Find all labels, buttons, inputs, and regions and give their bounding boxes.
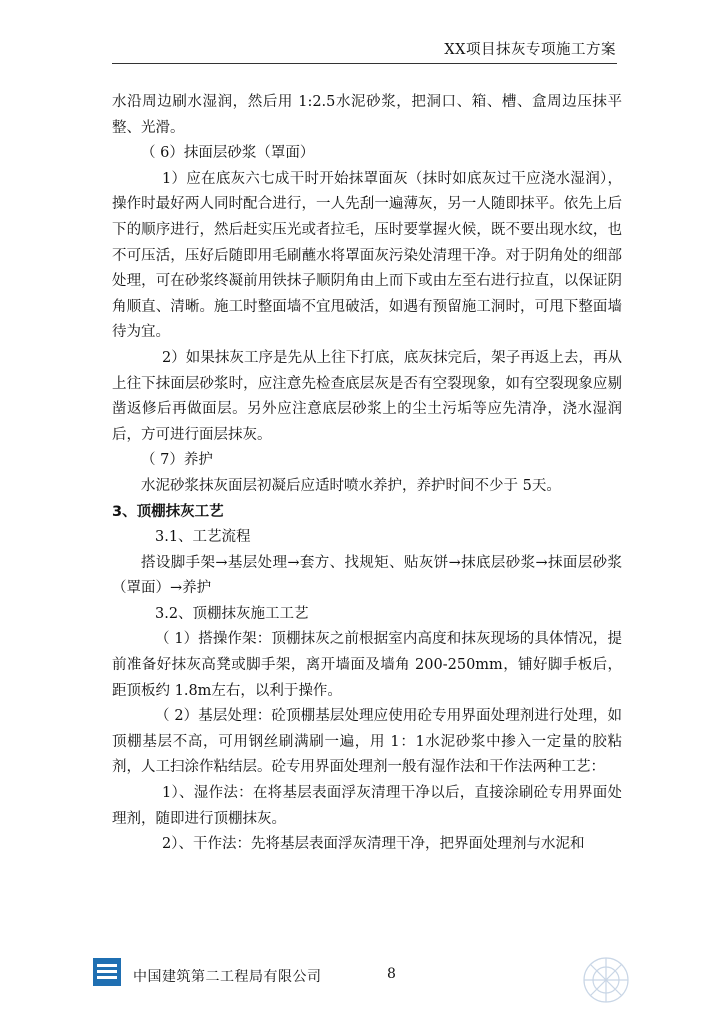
paragraph: 2）如果抹灰工序是先从上往下打底，底灰抹完后，架子再返上去，再从上往下抹面层砂浆时，应注意先检查底层灰是否有空裂现象，如有空裂现象应剔凿返修后再做面层。另外应注意底层砂浆上的尘土污垢等应先清净，浇水湿润后，方可进行面层抹灰。 bbox=[112, 349, 622, 443]
paragraph: 3.2、顶棚抹灰施工工艺 bbox=[155, 605, 309, 622]
paragraph: （ 1）搭操作架：顶棚抹灰之前根据室内高度和抹灰现场的具体情况，提前准备好抹灰高凳或脚手架，离开墙面及墙角 200-250mm，铺好脚手板后，距顶板约 1.8m左右，以利于操作。 bbox=[112, 631, 622, 699]
footer-company-name: 中国建筑第二工程局有限公司 bbox=[133, 969, 322, 985]
company-logo-icon bbox=[93, 958, 121, 986]
paragraph: 3.1、工艺流程 bbox=[155, 529, 251, 546]
paragraph: （ 7）养护 bbox=[141, 452, 213, 469]
paragraph: 搭设脚手架→基层处理→套方、找规矩、贴灰饼→抹底层砂浆→抹面层砂浆（罩面）→养护 bbox=[112, 554, 622, 597]
document-header-title: XX项目抹灰专项施工方案 bbox=[444, 42, 616, 58]
paragraph: 1）应在底灰六七成干时开始抹罩面灰（抹时如底灰过干应浇水湿润），操作时最好两人同时配合进行，一人先刮一遍薄灰，另一人随即抹平。依先上后下的顺序进行，然后赶实压光或者拉毛，压时要掌握火候，既不要出现水纹，也不可压活，压好后随即用毛刷蘸水将罩面灰污染处清理干净。对于阴角处的细部处理，可在砂浆终凝前用铁抹子顺阴角由上而下或由左至右进行拉直，以保证阴角顺直、清晰。施工时整面墙不宜甩破活，如遇有预留施工洞时，可甩下整面墙待为宜。 bbox=[112, 170, 622, 341]
document-body bbox=[112, 90, 622, 858]
paragraph: 2）、干作法：先将基层表面浮灰清理干净，把界面处理剂与水泥和 bbox=[162, 836, 585, 853]
paragraph: 水沿周边刷水湿润，然后用 1:2.5水泥砂浆，把洞口、箱、槽、盒周边压抹平整、光滑。 bbox=[112, 94, 622, 136]
paragraph: 水泥砂浆抹灰面层初凝后应适时喷水养护，养护时间不少于 5天。 bbox=[141, 477, 561, 494]
page-number: 8 bbox=[387, 966, 396, 982]
paragraph: （ 6）抹面层砂浆（罩面） bbox=[141, 145, 315, 162]
paragraph: （ 2）基层处理：砼顶棚基层处理应使用砼专用界面处理剂进行处理，如顶棚基层不高，可用钢丝刷满刷一遍，用 1：1水泥砂浆中掺入一定量的胶粘剂，人工扫涂作粘结层。砼专用界面处理剂一般有湿作法和干作法两种工艺： bbox=[112, 708, 622, 776]
header-divider bbox=[112, 63, 617, 64]
paragraph: 1）、湿作法：在将基层表面浮灰清理干净以后，直接涂刷砼专用界面处理剂，随即进行顶棚抹灰。 bbox=[112, 785, 622, 827]
watermark-icon bbox=[578, 952, 634, 1008]
section-heading: 3、顶棚抹灰工艺 bbox=[112, 503, 224, 520]
